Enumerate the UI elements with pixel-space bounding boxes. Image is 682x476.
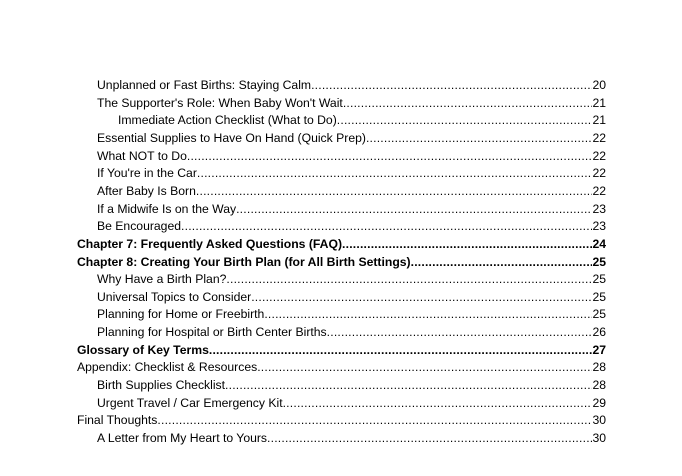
- toc-entry[interactable]: [97, 96, 606, 114]
- toc-entry-title: Planning for Hospital or Birth Center Births: [97, 325, 327, 340]
- toc-entry[interactable]: [97, 219, 606, 237]
- toc-entry-title: A Letter from My Heart to Yours: [97, 431, 268, 445]
- toc-leader-dots: [257, 360, 592, 374]
- toc-entry[interactable]: [97, 149, 606, 167]
- toc-entry-page: 25: [592, 289, 606, 304]
- toc-leader-dots: [283, 396, 593, 410]
- toc-entry-page: 28: [592, 360, 606, 375]
- toc-entry[interactable]: [97, 131, 606, 149]
- toc-entry-title: Be Encouraged: [97, 219, 182, 234]
- toc-entry-page: 22: [592, 166, 606, 181]
- toc-entry-page: 21: [592, 95, 606, 110]
- toc-leader-dots: [197, 166, 593, 180]
- toc-entry-page: 25: [592, 254, 606, 269]
- toc-entry-page: 22: [592, 183, 606, 198]
- toc-entry-title: Planning for Home or Freebirth: [97, 307, 265, 322]
- toc-entry[interactable]: [97, 325, 606, 343]
- toc-entry-title: Universal Topics to Consider: [97, 289, 252, 304]
- toc-leader-dots: [337, 113, 593, 127]
- toc-entry-page: 21: [592, 113, 606, 128]
- toc-leader-dots: [181, 219, 592, 233]
- toc-leader-dots: [196, 184, 593, 198]
- toc-leader-dots: [225, 378, 592, 392]
- toc-entry-page: 27: [592, 342, 606, 357]
- toc-entry-page: 23: [592, 201, 606, 216]
- toc-leader-dots: [226, 272, 592, 286]
- toc-leader-dots: [209, 343, 593, 357]
- toc-entry-page: 24: [592, 236, 606, 251]
- toc-entry-page: 20: [592, 78, 606, 92]
- toc-entry-page: 30: [592, 431, 606, 445]
- toc-entry-title: Birth Supplies Checklist: [97, 378, 226, 393]
- toc-leader-dots: [311, 78, 592, 92]
- toc-entry[interactable]: [118, 113, 606, 131]
- toc-entry[interactable]: [97, 184, 606, 202]
- toc-leader-dots: [366, 131, 593, 145]
- toc-entry[interactable]: [97, 431, 606, 449]
- toc-entry-title: Immediate Action Checklist (What to Do): [118, 113, 337, 128]
- toc-entry-title: If You're in the Car: [97, 166, 197, 181]
- toc-entry[interactable]: [97, 202, 606, 220]
- toc-entry-page: 22: [592, 148, 606, 163]
- toc-entry-page: 28: [592, 378, 606, 393]
- toc-entry[interactable]: [77, 237, 606, 255]
- toc-leader-dots: [264, 307, 592, 321]
- toc-entry[interactable]: [97, 78, 606, 96]
- toc-entry-title: Essential Supplies to Have On Hand (Quick Prep): [97, 130, 366, 145]
- toc-entry[interactable]: [97, 272, 606, 290]
- toc-entry[interactable]: [77, 255, 606, 273]
- toc-entry-title: Appendix: Checklist & Resources: [77, 360, 258, 375]
- toc-entry-page: 22: [592, 130, 606, 145]
- toc-leader-dots: [342, 237, 592, 251]
- toc-leader-dots: [157, 413, 592, 427]
- toc-leader-dots: [327, 325, 593, 339]
- toc-entry-title: If a Midwife Is on the Way: [97, 201, 237, 216]
- toc-entry-page: 25: [592, 307, 606, 322]
- toc-entry-page: 23: [592, 219, 606, 234]
- toc-entry-title: Final Thoughts: [77, 413, 158, 428]
- toc-entry-title: The Supporter's Role: When Baby Won't Wait: [97, 95, 343, 110]
- toc-entry-title: Urgent Travel / Car Emergency Kit: [97, 395, 283, 410]
- toc-entry-page: 29: [592, 395, 606, 410]
- toc-entry[interactable]: [77, 343, 606, 361]
- toc-entry[interactable]: [97, 307, 606, 325]
- toc-entry-title: Unplanned or Fast Births: Staying Calm: [97, 78, 312, 92]
- toc-leader-dots: [411, 255, 593, 269]
- toc-entry[interactable]: [77, 413, 606, 431]
- toc-leader-dots: [267, 431, 592, 445]
- toc-entry-page: 26: [592, 325, 606, 340]
- toc-entry[interactable]: [97, 166, 606, 184]
- toc-entry-title: Chapter 8: Creating Your Birth Plan (for All Birth Settings): [77, 254, 411, 269]
- toc-leader-dots: [343, 96, 593, 110]
- toc-entry-page: 25: [592, 272, 606, 287]
- toc-leader-dots: [236, 202, 592, 216]
- toc-entry[interactable]: [97, 378, 606, 396]
- toc-entry[interactable]: [97, 396, 606, 414]
- toc-entry-title: Glossary of Key Terms: [77, 342, 209, 357]
- toc-entry-page: 30: [592, 413, 606, 428]
- toc-entry[interactable]: [77, 360, 606, 378]
- toc-entry[interactable]: [97, 290, 606, 308]
- toc-entry-title: After Baby Is Born: [97, 183, 196, 198]
- toc-leader-dots: [187, 149, 593, 163]
- toc-entry-title: Chapter 7: Frequently Asked Questions (FAQ): [77, 236, 343, 251]
- toc-leader-dots: [251, 290, 592, 304]
- toc-entry-title: What NOT to Do: [97, 148, 187, 163]
- toc-entry-title: Why Have a Birth Plan?: [97, 272, 227, 287]
